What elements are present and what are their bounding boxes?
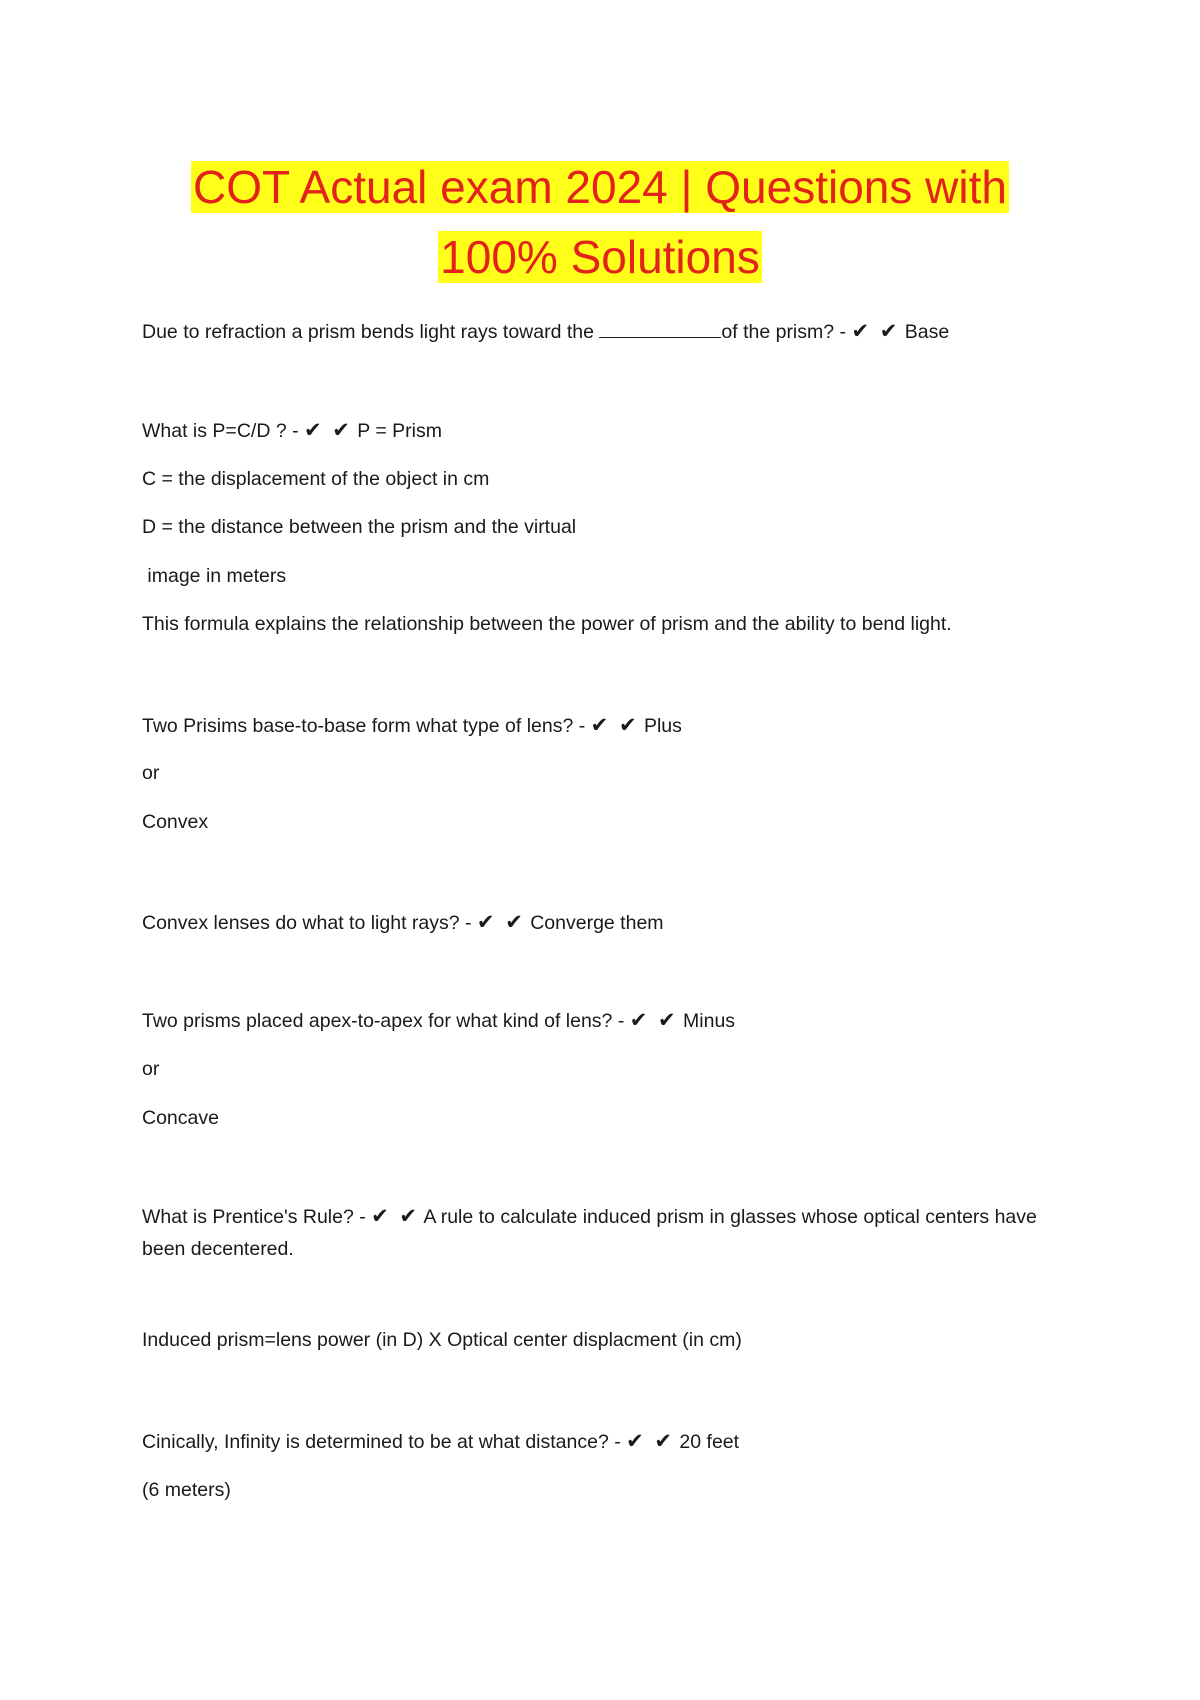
question-text: Convex lenses do what to light rays? - [142,912,477,934]
answer-line: C = the displacement of the object in cm [142,468,490,490]
question-convex-lenses [142,910,664,935]
double-check-icon: ✔ ✔ [476,910,525,934]
double-check-icon: ✔ ✔ [851,319,900,343]
double-check-icon: ✔ ✔ [371,1204,420,1228]
answer-text: 20 feet [679,1431,740,1453]
induced-prism-formula: Induced prism=lens power (in D) X Optical center displacment (in cm) [142,1329,742,1351]
question-text: Cinically, Infinity is determined to be at what distance? - [142,1431,627,1453]
double-check-icon: ✔ ✔ [304,418,352,442]
answer-text: P = Prism [357,420,442,442]
answer-line: or [142,1058,160,1080]
question-text: Two prisms placed apex-to-apex for what kind of lens? - [142,1010,630,1032]
question-prentice-rule [142,1200,1062,1265]
question-text: of the prism? - [721,321,852,343]
double-check-icon: ✔ ✔ [590,713,639,737]
answer-line: or [142,762,160,784]
answer-line: (6 meters) [142,1479,231,1501]
answer-line: image in meters [142,565,287,587]
question-text: Two Prisims base-to-base form what type of lens? - [142,715,591,737]
answer-text: Base [904,321,950,343]
double-check-icon: ✔ ✔ [626,1429,674,1453]
answer-line: Convex [142,811,209,833]
question-infinity-distance [142,1429,739,1454]
question-text: What is P=C/D ? - [142,420,304,442]
answer-line: D = the distance between the prism and the virtual [142,516,577,538]
answer-line: Concave [142,1107,219,1129]
question-text: What is Prentice's Rule? - [142,1206,372,1228]
question-formula [142,418,442,443]
answer-text: Converge them [530,912,664,934]
title-highlight: COT Actual exam 2024 | Questions with 100% Solutions [193,161,1007,283]
question-refraction [142,319,949,344]
answer-text: Plus [643,715,682,737]
question-apex-to-apex [142,1008,735,1033]
question-base-to-base [142,713,682,738]
double-check-icon: ✔ ✔ [629,1008,678,1032]
document-title [140,152,1060,292]
fill-in-blank [599,319,721,338]
answer-text: Minus [683,1010,736,1032]
answer-text: A rule to calculate induced prism in glasses whose optical centers have been decentered. [142,1206,1037,1260]
answer-line: This formula explains the relationship between the power of prism and the ability to bend light. [142,613,952,635]
question-text: Due to refraction a prism bends light rays toward the [142,321,600,343]
